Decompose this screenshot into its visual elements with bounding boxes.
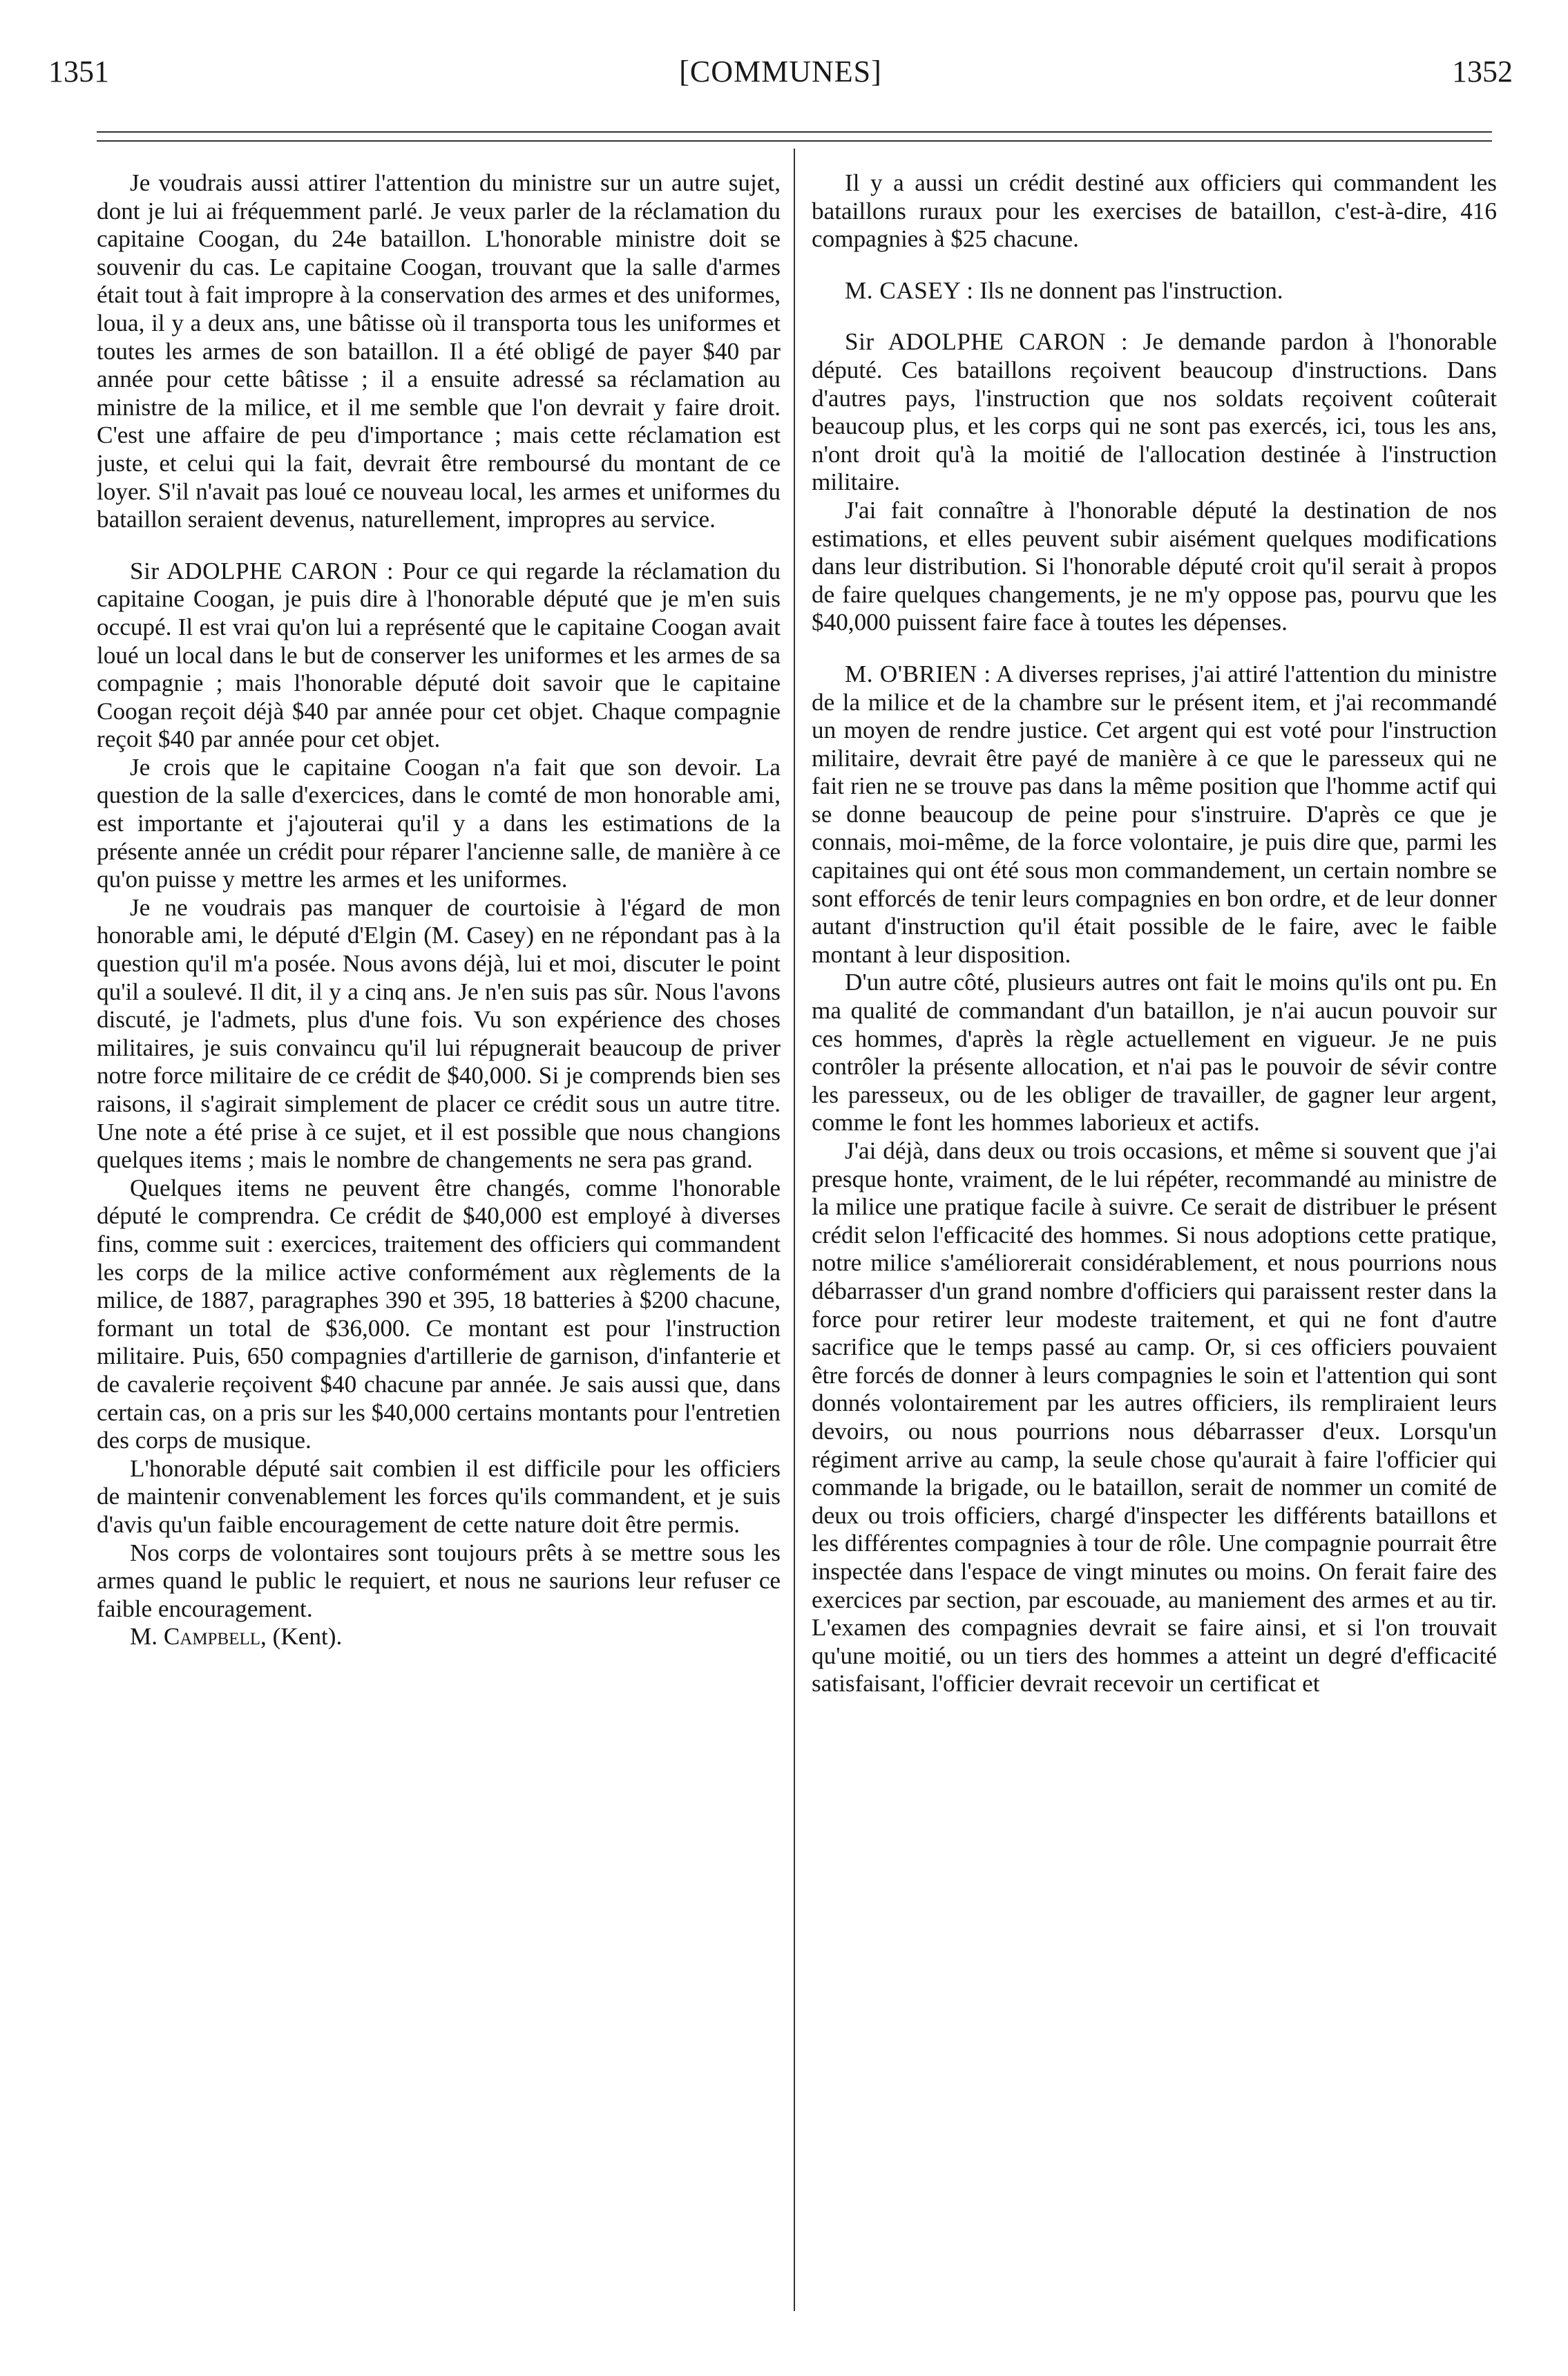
- paragraph: Quelques items ne peuvent être changés, comme l'honorable député le comprendra. Ce crédit de $40,000 est employé à diverses fins, comme suit : exercices, traitement des officiers qui commandent les corps de la milice active conformément aux règlements de la milice, de 1887, paragraphes 390 et 395, 18 batteries à $200 chacune, formant un total de $36,000. Ce montant est pour l'instruction militaire. Puis, 650 compagnies d'artillerie de garnison, d'infanterie et de cavalerie reçoivent $40 chacune par année. Je sais aussi que, dans certain cas, on a pris sur les $40,000 certains montants pour l'entretien des corps de musique.: [97, 1174, 781, 1454]
- paragraph: J'ai fait connaître à l'honorable député la destination de nos estimations, et elles peuvent subir aisément quelques modifications dans leur distribution. Si l'honorable député croit qu'il serait à propos de faire quelques changements, je ne m'y oppose pas, pourvu que les $40,000 puissent faire face à toutes les dépenses.: [812, 496, 1497, 636]
- paragraph: D'un autre côté, plusieurs autres ont fait le moins qu'ils ont pu. En ma qualité de commandant d'un bataillon, je n'ai aucun pouvoir sur ces hommes, d'après la règle actuellement en vigueur. Je ne puis contrôler la présente allocation, et n'ai pas le pouvoir de sévir contre les paresseux, ou de les obliger de travailler, de gagner leur argent, comme le font les hommes laborieux et actifs.: [812, 969, 1497, 1137]
- speaker-riding: (Kent).: [272, 1623, 343, 1651]
- paragraph: [812, 328, 1497, 497]
- paragraph: Je crois que le capitaine Coogan n'a fait que son devoir. La question de la salle d'exercices, dans le comté de mon honorable ami, est importante et j'ajouterai qu'il y a dans les estimations de la présente année un crédit pour réparer l'ancienne salle, de manière à ce qu'on puisse y mettre les armes et les uniformes.: [97, 753, 781, 893]
- left-column: [97, 169, 781, 2332]
- page-number-left: 1351: [48, 55, 109, 88]
- paragraph: J'ai déjà, dans deux ou trois occasions, et même si souvent que j'ai presque honte, vraiment, de le lui répéter, recommandé au ministre de la milice une pratique facile à suivre. Ce serait de distribuer le présent crédit selon l'efficacité des hommes. Si nous adoptions cette pratique, notre milice s'améliorerait considérablement, et nous pourrions nous débarrasser d'un grand nombre d'officiers qui paraissent rester dans la force pour retirer leur modeste traitement, et qui ne font d'autre sacrifice que le temps passé au camp. Or, si ces officiers pouvaient être forcés de donner à leurs compagnies le soin et l'attention qui sont donnés volontairement par les autres officiers, ils rempliraient leurs devoirs, ou nous pourrions nous débarrasser d'eux. Lorsqu'un régiment arrive au camp, la seule chose qu'aurait à faire l'officier qui commande la brigade, ou le bataillon, serait de nommer un comité de deux ou trois officiers, chargé d'inspecter les différents bataillons et les différentes compagnies à tour de rôle. Une compagnie pourrait être inspectée dans l'espace de vingt minutes ou moins. On ferait faire des exercices par section, par escouade, au maniement des armes et au tir. L'examen des compagnies devrait se faire ainsi, et si l'on trouvait qu'une moitié, ou un tiers des hommes a atteint un degré d'efficacité satisfaisant, l'officier devrait recevoir un certificat et: [812, 1137, 1497, 1698]
- speaker-name: M. Campbell,: [130, 1623, 267, 1651]
- paragraph: Je voudrais aussi attirer l'attention du ministre sur un autre sujet, dont je lui ai fréquemment parlé. Je veux parler de la réclamation du capitaine Coogan, du 24e bataillon. L'honorable ministre doit se souvenir du cas. Le capitaine Coogan, trouvant que la salle d'armes était tout à fait impropre à la conservation des armes et des uniformes, loua, il y a deux ans, une bâtisse où il transporta tous les uniformes et toutes les armes de son bataillon. Il a été obligé de payer $40 par année pour cette bâtisse ; il a ensuite adressé sa réclamation au ministre de la milice, et il me semble que l'on devrait y faire droit. C'est une affaire de peu d'importance ; mais cette réclamation est juste, et celui qui la fait, devrait être remboursé du montant de ce loyer. S'il n'avait pas loué ce nouveau local, les armes et uniformes du bataillon seraient devenus, naturellement, impropres au service.: [97, 169, 781, 533]
- header-rule-top: [97, 131, 1492, 133]
- speaker-name: M. O'BRIEN :: [845, 660, 991, 687]
- paragraph: [812, 660, 1497, 969]
- speech-text: Ils ne donnent pas l'instruction.: [979, 276, 1283, 304]
- speech-text: Pour ce qui regarde la réclamation du capitaine Coogan, je puis dire à l'honorable député que je m'en suis occupé. Il est vrai qu'on lui a représenté que le capitaine Coogan avait loué un local dans le but de conserver les uniformes et les armes de sa compagnie ; mais l'honorable député doit savoir que le capitaine Coogan reçoit déjà $40 par année pour cet objet. Chaque compagnie reçoit $40 par année pour cet objet.: [97, 557, 781, 753]
- running-title: [COMMUNES]: [679, 55, 882, 88]
- speech-text: A diverses reprises, j'ai attiré l'attention du ministre de la milice et de la chambre sur le présent item, et j'ai recommandé un moyen de rendre justice. Cet argent qui est voté pour l'instruction militaire, devrait être payé de manière à ce que le paresseux qui ne fait rien ne se trouve pas dans la même position que l'homme actif qui se donne beaucoup de peine pour s'instruire. D'après ce que je connais, moi-même, de la force volontaire, je puis dire que, parmi les capitaines qui ont été sous mon commandement, un certain nombre se sont efforcés de tenir leurs compagnies en bon ordre, et de leur donner autant d'instruction qu'il était possible de le faire, avec le faible montant à leur disposition.: [812, 660, 1497, 968]
- paragraph: [812, 277, 1497, 305]
- right-column: [812, 169, 1497, 2332]
- paragraph: [97, 1623, 781, 1651]
- page-number-right: 1352: [1452, 55, 1513, 88]
- column-divider: [794, 149, 795, 2311]
- speaker-name: Sir ADOLPHE CARON :: [845, 328, 1129, 356]
- paragraph: Nos corps de volontaires sont toujours prêts à se mettre sous les armes quand le public le requiert, et nous ne saurions leur refuser ce faible encouragement.: [97, 1539, 781, 1622]
- paragraph: L'honorable député sait combien il est difficile pour les officiers de maintenir convenablement les forces qu'ils commandent, et je suis d'avis qu'un faible encouragement de cette nature doit être permis.: [97, 1454, 781, 1538]
- page-header: [48, 54, 1513, 95]
- paragraph: [97, 558, 781, 754]
- paragraph: Il y a aussi un crédit destiné aux officiers qui commandent les bataillons ruraux pour les exercises de bataillon, c'est-à-dire, 416 compagnies à $25 chacune.: [812, 169, 1497, 253]
- speech-text: Je demande pardon à l'honorable député. Ces bataillons reçoivent beaucoup d'instructions. Dans d'autres pays, l'instruction que nos soldats reçoivent coûterait beaucoup plus, et les corps qui ne sont pas exercés, ici, tous les ans, n'ont droit qu'à la moitié de l'allocation destinée à l'instruction militaire.: [812, 328, 1497, 496]
- speaker-name: Sir ADOLPHE CARON :: [130, 557, 394, 585]
- header-rule-bottom: [97, 140, 1492, 142]
- paragraph: Je ne voudrais pas manquer de courtoisie à l'égard de mon honorable ami, le député d'Elgin (M. Casey) en ne répondant pas à la question qu'il m'a posée. Nous avons déjà, lui et moi, discuter le point qu'il a soulevé. Il dit, il y a cinq ans. Je n'en suis pas sûr. Nous l'avons discuté, je l'admets, plus d'une fois. Vu son expérience des choses militaires, je suis convaincu qu'il lui répugnerait beaucoup de priver notre force militaire de ce crédit de $40,000. Si je comprends bien ses raisons, il s'agirait simplement de placer ce crédit sous un autre titre. Une note a été prise à ce sujet, et il est possible que nous changions quelques items ; mais le nombre de changements ne sera pas grand.: [97, 893, 781, 1174]
- speaker-name: M. CASEY :: [845, 276, 974, 304]
